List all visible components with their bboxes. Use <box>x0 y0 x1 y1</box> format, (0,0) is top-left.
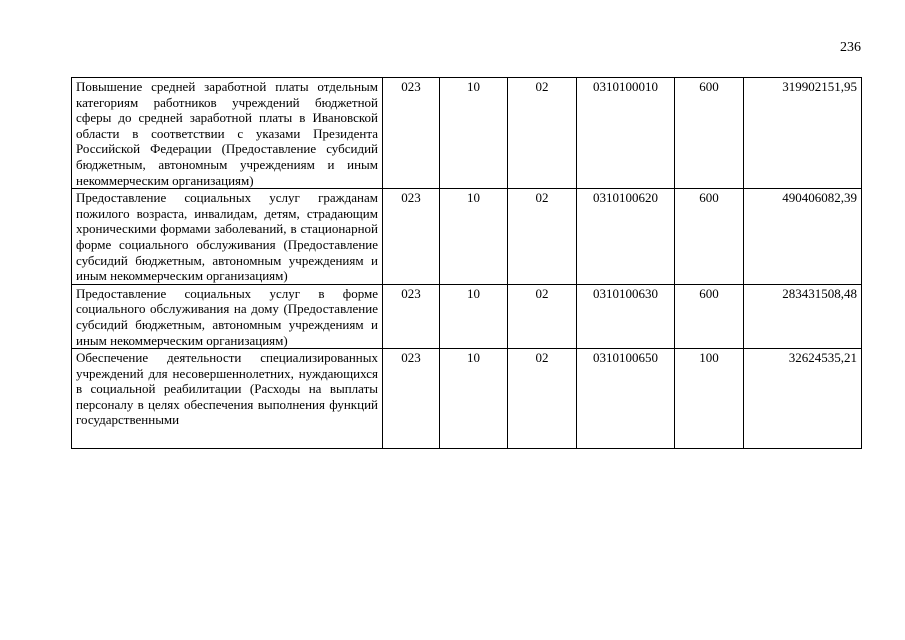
subsection-code: 02 <box>508 189 577 285</box>
section-code: 10 <box>440 78 508 189</box>
expense-description: Предоставление социальных услуг гражданам пожилого возраста, инвалидам, детям, страдающим хроническими формами заболеваний, в стационарной форме социального обслуживания (Предоставление субсидий бюджетным, автономным учреждениям и иным некоммерческим организациям) <box>72 189 383 285</box>
target-article-code: 0310100010 <box>577 78 675 189</box>
amount: 283431508,48 <box>744 284 862 348</box>
expense-type-code: 600 <box>675 189 744 285</box>
amount: 32624535,21 <box>744 349 862 449</box>
expense-type-code: 600 <box>675 284 744 348</box>
expense-type-code: 600 <box>675 78 744 189</box>
table-row <box>72 284 862 348</box>
ministry-code: 023 <box>383 78 440 189</box>
ministry-code: 023 <box>383 284 440 348</box>
amount: 490406082,39 <box>744 189 862 285</box>
subsection-code: 02 <box>508 284 577 348</box>
table-row <box>72 189 862 285</box>
expense-description: Предоставление социальных услуг в форме социального обслуживания на дому (Предоставление субсидий бюджетным, автономным учреждениям и иным некоммерческим организациям) <box>72 284 383 348</box>
expense-description: Обеспечение деятельности специализированных учреждений для несовершеннолетних, нуждающихся в социальной реабилитации (Расходы на выплаты персоналу в целях обеспечения выполнения функций государственными <box>72 349 383 449</box>
target-article-code: 0310100630 <box>577 284 675 348</box>
amount: 319902151,95 <box>744 78 862 189</box>
page-number: 236 <box>840 40 861 55</box>
subsection-code: 02 <box>508 78 577 189</box>
section-code: 10 <box>440 349 508 449</box>
target-article-code: 0310100650 <box>577 349 675 449</box>
ministry-code: 023 <box>383 349 440 449</box>
ministry-code: 023 <box>383 189 440 285</box>
section-code: 10 <box>440 189 508 285</box>
subsection-code: 02 <box>508 349 577 449</box>
table-row <box>72 78 862 189</box>
target-article-code: 0310100620 <box>577 189 675 285</box>
expense-description: Повышение средней заработной платы отдельным категориям работников учреждений бюджетной сферы до средней заработной платы в Ивановской области в соответствии с указами Президента Российской Федерации (Предоставление субсидий бюджетным, автономным учреждениям и иным некоммерческим организациям) <box>72 78 383 189</box>
expense-type-code: 100 <box>675 349 744 449</box>
table-row <box>72 349 862 449</box>
section-code: 10 <box>440 284 508 348</box>
budget-table <box>71 77 862 449</box>
